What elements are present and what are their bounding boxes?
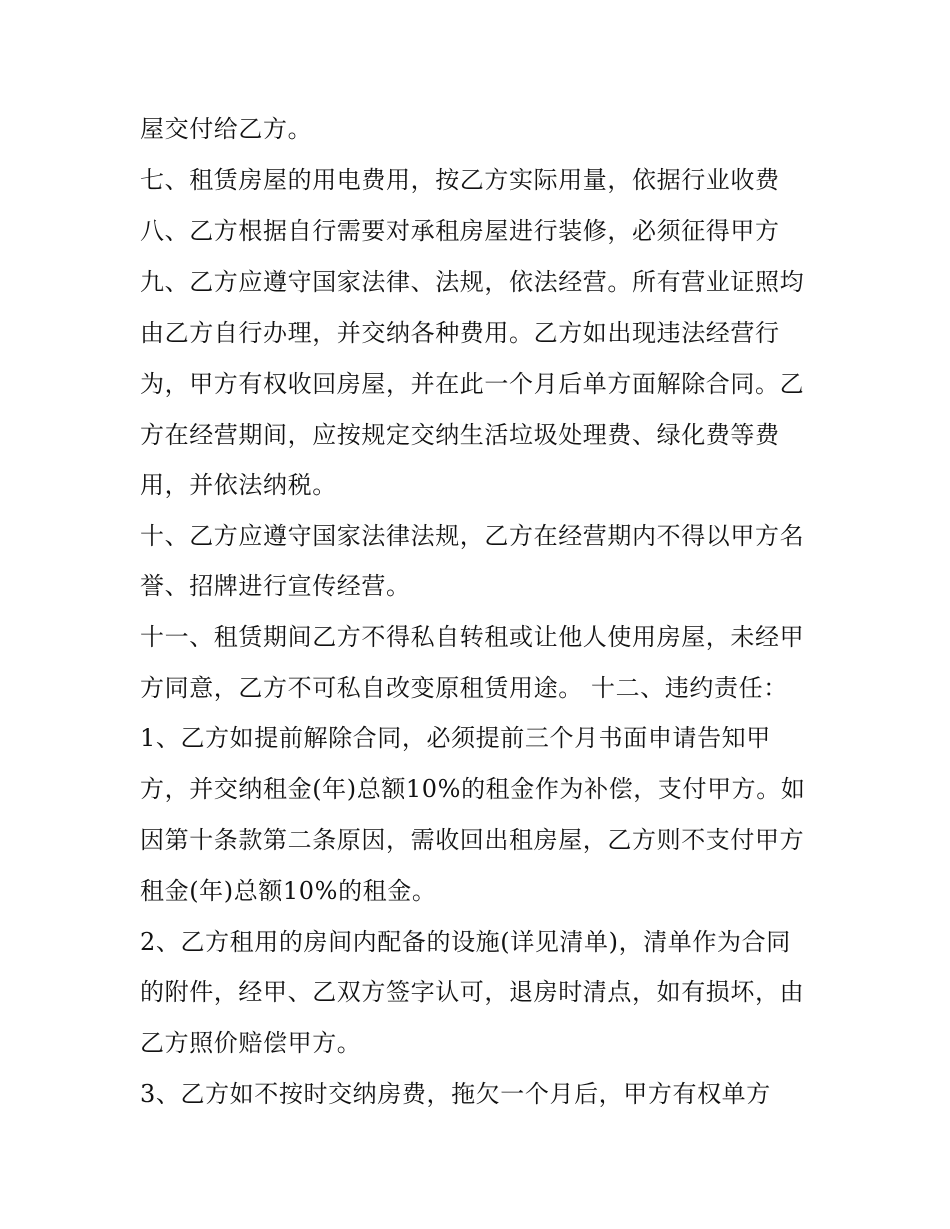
- text-line: 租金(年)总额10%的租金。: [140, 877, 437, 905]
- text-line: 九、乙方应遵守国家法律、法规，依法经营。所有营业证照均: [140, 268, 805, 296]
- text-line: 屋交付给乙方。: [140, 115, 313, 143]
- text-line: 乙方照价赔偿甲方。: [140, 1029, 362, 1057]
- text-line: 十、乙方应遵守国家法律法规，乙方在经营期内不得以甲方名: [140, 522, 805, 550]
- text-line: 方同意，乙方不可私自改变原租赁用途。 十二、违约责任：: [140, 674, 788, 702]
- text-line: 用，并依法纳税。: [140, 471, 337, 499]
- text-line: 3、乙方如不按时交纳房费，拖欠一个月后，甲方有权单方: [140, 1080, 771, 1108]
- text-line: 为，甲方有权收回房屋，并在此一个月后单方面解除合同。乙: [140, 370, 805, 398]
- text-line: 2、乙方租用的房间内配备的设施(详见清单)，清单作为合同: [140, 928, 791, 956]
- text-line: 七、租赁房屋的用电费用，按乙方实际用量，依据行业收费: [140, 166, 780, 194]
- text-line: 1、乙方如提前解除合同，必须提前三个月书面申请告知甲: [140, 724, 771, 752]
- text-line: 因第十条款第二条原因，需收回出租房屋，乙方则不支付甲方: [140, 826, 805, 854]
- text-line: 的附件，经甲、乙双方签字认可，退房时清点，如有损坏，由: [140, 978, 805, 1006]
- text-line: 方在经营期间，应按规定交纳生活垃圾处理费、绿化费等费: [140, 421, 780, 449]
- text-line: 十一、租赁期间乙方不得私自转租或让他人使用房屋，未经甲: [140, 623, 805, 651]
- text-line: 方，并交纳租金(年)总额10%的租金作为补偿，支付甲方。如: [140, 775, 806, 803]
- text-line: 八、乙方根据自行需要对承租房屋进行装修，必须征得甲方: [140, 217, 780, 245]
- text-line: 由乙方自行办理，并交纳各种费用。乙方如出现违法经营行: [140, 319, 780, 347]
- text-line: 誉、招牌进行宣传经营。: [140, 572, 411, 600]
